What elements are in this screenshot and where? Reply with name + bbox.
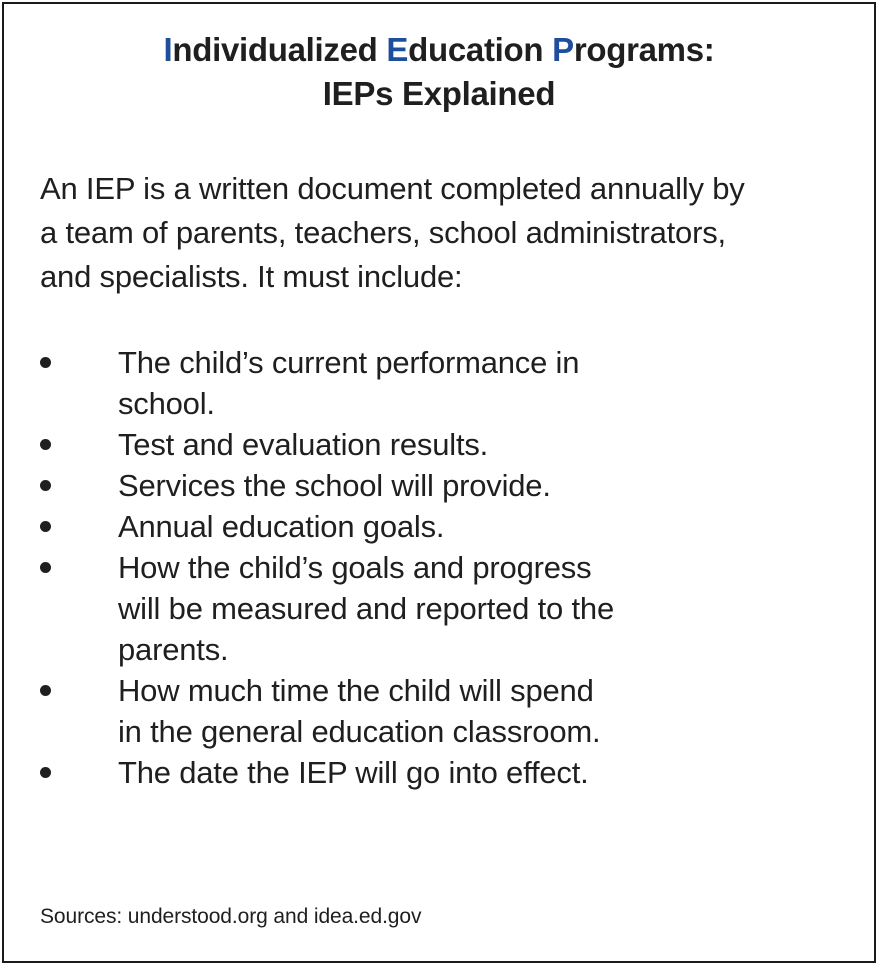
list-item: [40, 465, 840, 506]
list-item-line: Annual education goals.: [118, 509, 445, 544]
list-item: [40, 547, 840, 670]
list-item-line: Services the school will provide.: [118, 468, 551, 503]
title-word-individualized: [164, 31, 387, 68]
list-item-line: How the child’s goals and progress: [118, 550, 592, 585]
bullet-icon: [40, 685, 51, 696]
title-initial: P: [552, 31, 574, 68]
list-item-line: The date the IEP will go into effect.: [118, 755, 589, 790]
title-initial: E: [386, 31, 409, 68]
title-initial: I: [163, 31, 173, 68]
bullet-icon: [40, 480, 51, 491]
list-item: [40, 506, 840, 547]
bullet-icon: [40, 767, 51, 778]
title-word-rest: rograms:: [573, 31, 715, 68]
title-line-1: [4, 28, 874, 72]
list-item-line: school.: [118, 386, 215, 421]
list-item-line: will be measured and reported to the: [118, 591, 614, 626]
intro-line: a team of parents, teachers, school administrators,: [40, 215, 726, 250]
list-item-line: The child’s current performance in: [118, 345, 580, 380]
list-item: [40, 424, 840, 465]
title-word-rest: ducation: [408, 31, 553, 68]
title-word-programs: [552, 31, 714, 68]
list-item: [40, 342, 840, 424]
bullet-icon: [40, 562, 51, 573]
list-item: [40, 752, 840, 793]
list-item-line: parents.: [118, 632, 229, 667]
intro-paragraph: [40, 167, 860, 299]
info-box: [2, 2, 876, 963]
requirements-list: [40, 342, 840, 793]
title-word-rest: ndividualized: [172, 31, 387, 68]
title-word-education: [386, 31, 552, 68]
list-item-line: How much time the child will spend: [118, 673, 594, 708]
list-item-line: in the general education classroom.: [118, 714, 601, 749]
bullet-icon: [40, 439, 51, 450]
intro-line: and specialists. It must include:: [40, 259, 463, 294]
title-line-2: IEPs Explained: [322, 75, 556, 112]
sources-note: Sources: understood.org and idea.ed.gov: [40, 905, 422, 928]
bullet-icon: [40, 521, 51, 532]
list-item-line: Test and evaluation results.: [118, 427, 489, 462]
intro-line: An IEP is a written document completed annually by: [40, 171, 745, 206]
page-title: [4, 28, 874, 116]
list-item: [40, 670, 840, 752]
bullet-icon: [40, 357, 51, 368]
